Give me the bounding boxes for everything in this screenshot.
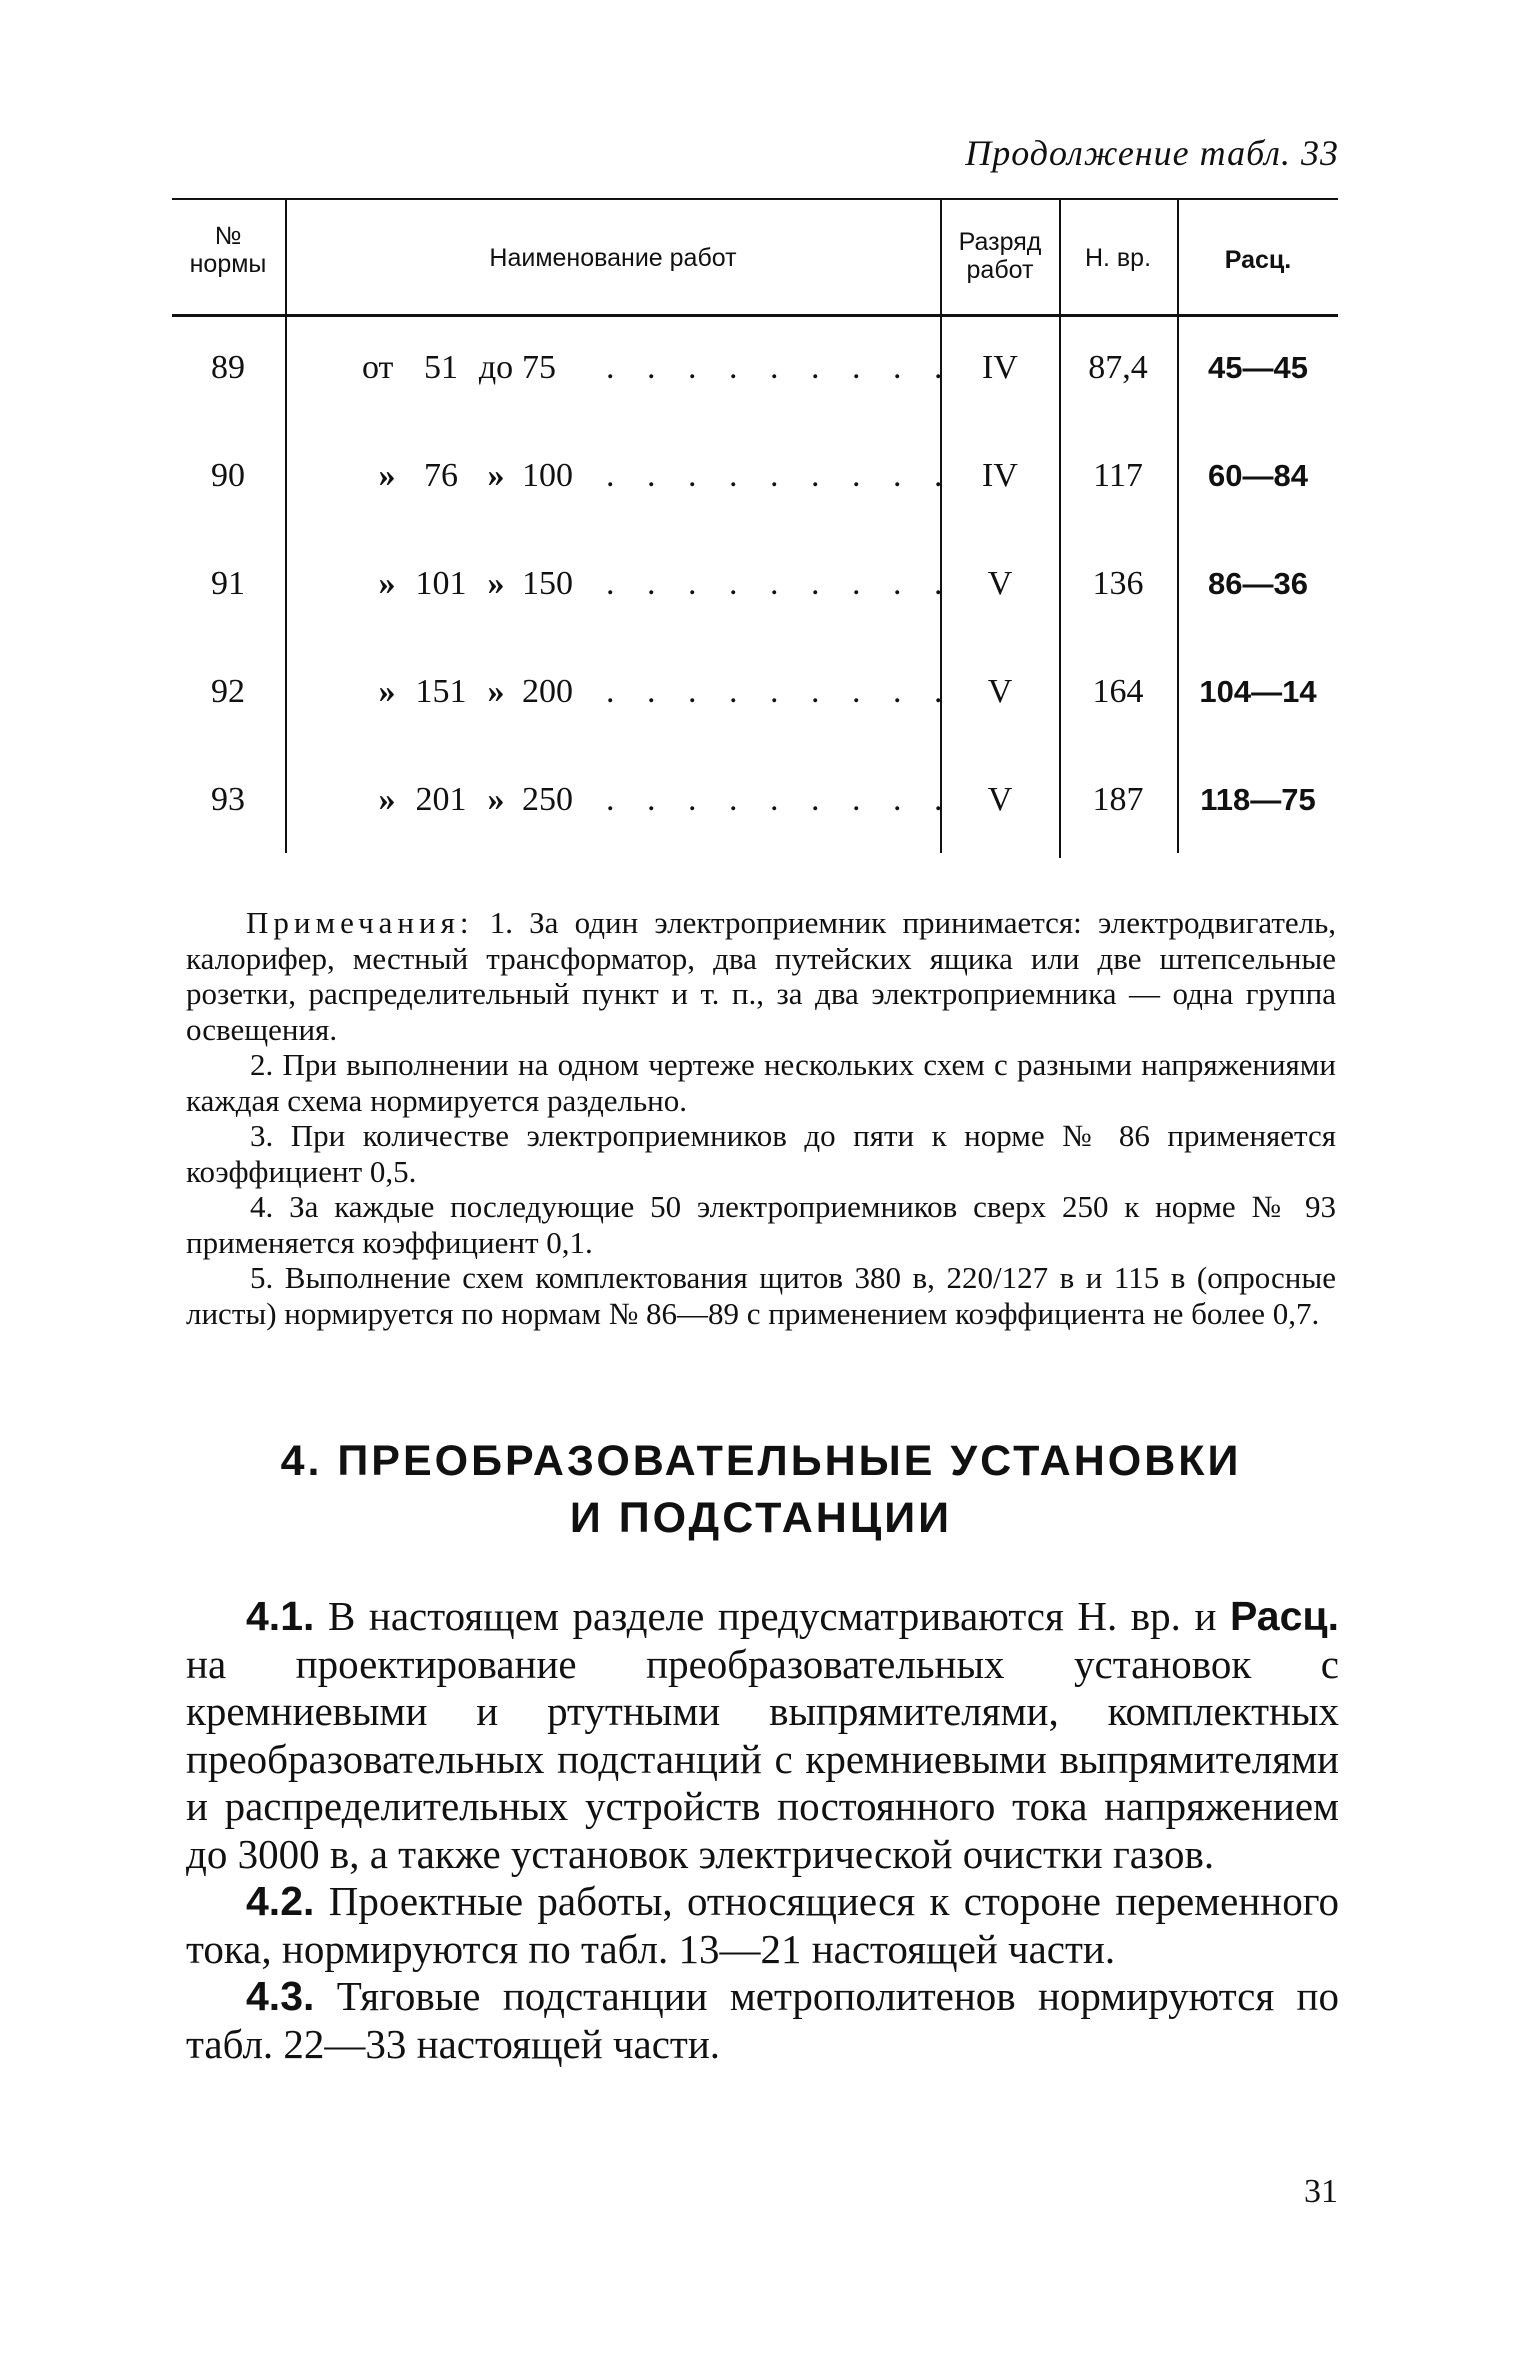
header-name: Наименование работ [489, 244, 737, 272]
paragraph-4-1-text-a: В настоящем разделе предусматриваются Н. вр. и [327, 1593, 1217, 1639]
row-num: 90 [211, 457, 245, 494]
table-header-rule [172, 314, 1338, 317]
row-from: 76 [424, 457, 458, 494]
row-from: 201 [415, 781, 467, 818]
row-to: 150 [522, 565, 573, 602]
row-rate: 118—75 [1200, 782, 1316, 817]
note-3: 3. При количестве электроприемников до пяти к норме № 86 применяется коэффициент 0,5. [186, 1118, 1336, 1189]
row-rate: 86—36 [1208, 566, 1308, 601]
paragraph-4-1-text-b: на проектирование преобразовательных установок с кремниевыми и ртутными выпрямителями, комплектных преобразовательных подстанций с кремниевыми выпрямителями и распределительных устройств постоянного тока напряжением до 3000 в, а также установок электрической очистки газов. [186, 1640, 1339, 1877]
row-mid: » [487, 457, 505, 494]
header-num-line1: № [214, 222, 242, 250]
row-from: 101 [415, 565, 467, 602]
row-rate: 104—14 [1199, 674, 1317, 709]
row-mid: до [478, 349, 514, 386]
paragraph-4-1-bold: Расц. [1230, 1593, 1340, 1639]
paragraph-4-2-text: Проектные работы, относящиеся к стороне переменного тока, нормируются по табл. 13—21 настоящей части. [186, 1878, 1340, 1972]
section-heading-line1: 4. ПРЕОБРАЗОВАТЕЛЬНЫЕ УСТАНОВКИ [280, 1437, 1242, 1485]
paragraph-4-2 [186, 1878, 1339, 1973]
row-grade: V [987, 565, 1013, 602]
row-dots: . . . . . . . . . [606, 565, 955, 602]
header-rate: Расц. [1224, 246, 1292, 274]
paragraph-number: 4.2. [246, 1878, 315, 1924]
row-hours: 164 [1092, 673, 1144, 710]
row-grade: V [987, 673, 1013, 710]
row-to: 75 [522, 349, 556, 386]
table-notes [186, 905, 1336, 1331]
row-prefix: » [378, 457, 396, 494]
note-5: 5. Выполнение схем комплектования щитов 380 в, 220/127 в и 115 в (опросные листы) нормируется по нормам № 86—89 с применением коэффициента не более 0,7. [186, 1260, 1336, 1331]
header-grade-line2: работ [966, 256, 1034, 284]
header-num-line2: нормы [189, 250, 267, 278]
row-from: 51 [424, 349, 458, 386]
paragraph-number: 4.1. [246, 1593, 315, 1639]
row-num: 89 [211, 349, 245, 386]
col-separator [285, 198, 287, 853]
table-row [172, 770, 1338, 830]
header-num [172, 222, 284, 278]
row-to: 200 [522, 673, 573, 710]
row-grade: V [987, 781, 1013, 818]
paragraph-4-1 [186, 1593, 1339, 1878]
header-grade [942, 228, 1058, 284]
table-row [172, 554, 1338, 614]
page-number: 31 [1304, 2173, 1338, 2210]
row-hours: 117 [1093, 457, 1143, 494]
notes-label: Примечания: [246, 905, 474, 940]
row-to: 250 [522, 781, 573, 818]
note-4: 4. За каждые последующие 50 электроприемников сверх 250 к норме № 93 применяется коэффициент 0,1. [186, 1189, 1336, 1260]
row-dots: . . . . . . . . . [606, 349, 955, 386]
section-heading [186, 1433, 1336, 1547]
row-prefix: » [378, 565, 396, 602]
row-grade: IV [982, 349, 1018, 386]
row-num: 93 [211, 781, 245, 818]
norms-table [172, 198, 1338, 856]
note-1 [186, 905, 1336, 1047]
note-1-text: 1. За один электроприемник принимается: электродвигатель, калорифер, местный трансформатор, два путейских ящика или две штепсельные розетки, распределительный пункт и т. п., за два электроприемника — одна группа освещения. [186, 905, 1336, 1047]
section-heading-line2: И ПОДСТАНЦИИ [569, 1494, 953, 1542]
row-hours: 87,4 [1088, 349, 1148, 386]
row-grade: IV [982, 457, 1018, 494]
row-hours: 136 [1092, 565, 1144, 602]
row-num: 92 [211, 673, 245, 710]
row-dots: . . . . . . . . . [606, 457, 955, 494]
row-mid: » [487, 673, 505, 710]
row-prefix: от [362, 349, 394, 386]
header-hours: Н. вр. [1084, 244, 1152, 272]
note-2: 2. При выполнении на одном чертеже нескольких схем с разными напряжениями каждая схема нормируется раздельно. [186, 1047, 1336, 1118]
col-separator [940, 198, 942, 853]
row-rate: 60—84 [1208, 458, 1308, 493]
row-mid: » [487, 565, 505, 602]
paragraph-number: 4.3. [246, 1973, 315, 2019]
row-num: 91 [211, 565, 245, 602]
paragraph-4-3-text: Тяговые подстанции метрополитенов нормируются по табл. 22—33 настоящей части. [186, 1973, 1339, 2067]
table-row [172, 662, 1338, 722]
row-mid: » [487, 781, 505, 818]
paragraph-4-3 [186, 1973, 1339, 2068]
table-continuation-caption: Продолжение табл. 33 [965, 133, 1339, 173]
row-rate: 45—45 [1208, 350, 1308, 385]
row-prefix: » [378, 673, 396, 710]
table-row [172, 338, 1338, 398]
col-separator [1177, 198, 1179, 853]
row-dots: . . . . . . . . . [606, 781, 955, 818]
table-row [172, 446, 1338, 506]
row-to: 100 [522, 457, 573, 494]
row-dots: . . . . . . . . . [606, 673, 955, 710]
row-prefix: » [378, 781, 396, 818]
header-grade-line1: Разряд [958, 228, 1042, 256]
table-top-rule [172, 198, 1338, 200]
section-body [186, 1593, 1339, 2068]
col-separator [1059, 198, 1061, 858]
row-from: 151 [415, 673, 467, 710]
row-hours: 187 [1092, 781, 1144, 818]
